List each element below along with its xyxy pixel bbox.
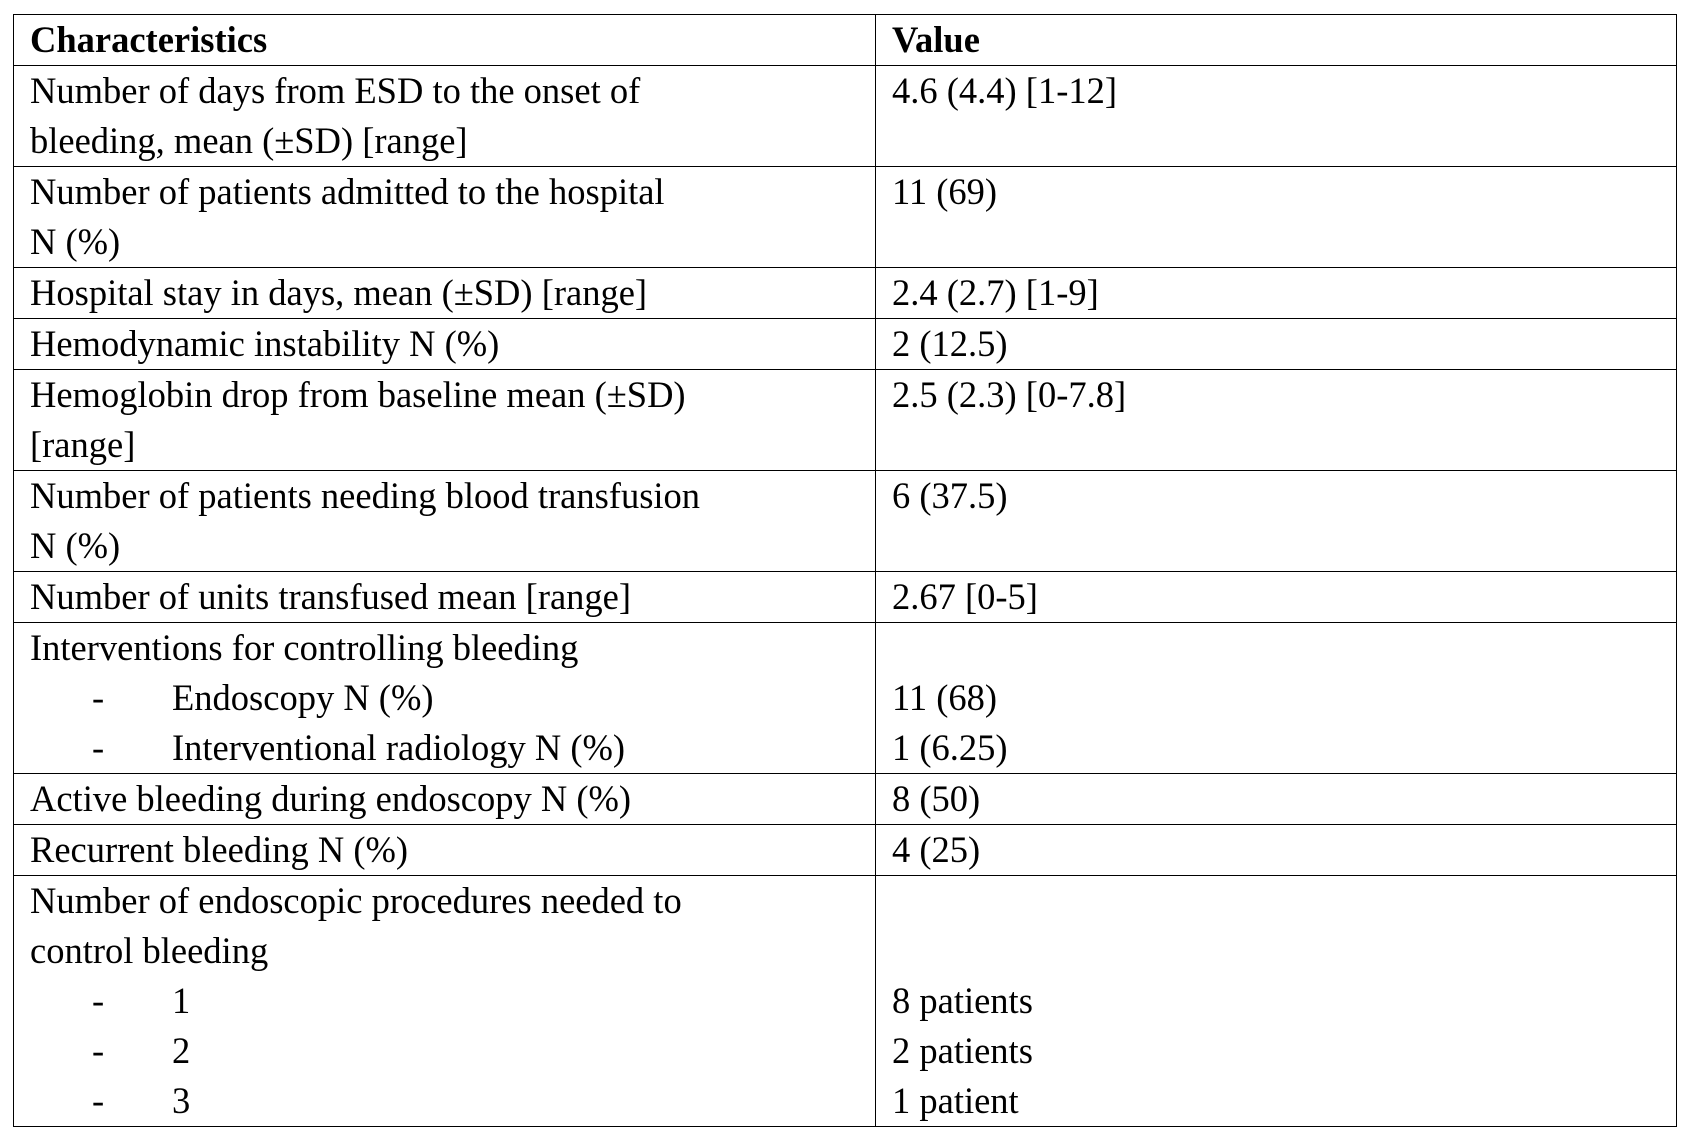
table-row	[14, 66, 1677, 167]
header-characteristics: Characteristics	[14, 15, 876, 66]
table-row	[14, 167, 1677, 268]
value-cell	[876, 66, 1677, 167]
value-text: 2.4 (2.7) [1-9]	[892, 272, 1099, 313]
value-spacer	[892, 876, 1676, 926]
value-cell	[876, 268, 1677, 319]
value-text: 2.67 [0-5]	[892, 576, 1038, 617]
characteristic-label: N (%)	[30, 221, 121, 262]
value-cell	[876, 623, 1677, 774]
sub-item-label: 2	[172, 1030, 191, 1071]
data-table	[13, 14, 1677, 1127]
characteristic-cell	[14, 572, 876, 623]
value-cell	[876, 572, 1677, 623]
sub-item	[30, 976, 875, 1026]
value-cell	[876, 825, 1677, 876]
characteristic-label: Active bleeding during endoscopy N (%)	[30, 778, 632, 819]
value-spacer	[892, 623, 1676, 673]
characteristic-label: Number of days from ESD to the onset of	[30, 70, 641, 111]
characteristic-cell	[14, 167, 876, 268]
sub-item	[30, 1076, 875, 1126]
sub-item	[30, 723, 875, 773]
characteristic-label: Number of patients needing blood transfusion	[30, 475, 701, 516]
sub-item-value: 2 patients	[892, 1030, 1033, 1071]
value-text: 4 (25)	[892, 829, 981, 870]
sub-item-bullet: -	[92, 1080, 105, 1121]
value-cell	[876, 319, 1677, 370]
characteristic-cell	[14, 471, 876, 572]
table-row	[14, 572, 1677, 623]
table-row	[14, 623, 1677, 774]
table-row	[14, 370, 1677, 471]
characteristic-label: Interventions for controlling bleeding	[30, 627, 579, 668]
sub-item	[30, 673, 875, 723]
value-text: 2 (12.5)	[892, 323, 1008, 364]
characteristic-label: Number of patients admitted to the hospital	[30, 171, 665, 212]
characteristic-label: Hemodynamic instability N (%)	[30, 323, 500, 364]
characteristic-label: control bleeding	[30, 930, 269, 971]
table-row	[14, 268, 1677, 319]
value-spacer	[892, 926, 1676, 976]
sub-item-value: 8 patients	[892, 980, 1033, 1021]
sub-item-value: 1 (6.25)	[892, 727, 1008, 768]
sub-item-bullet: -	[92, 980, 105, 1021]
characteristic-cell	[14, 623, 876, 774]
characteristic-cell	[14, 66, 876, 167]
sub-item-value: 11 (68)	[892, 677, 998, 718]
sub-item-label: 1	[172, 980, 191, 1021]
table-row	[14, 471, 1677, 572]
characteristic-cell	[14, 774, 876, 825]
value-text: 6 (37.5)	[892, 475, 1008, 516]
value-cell	[876, 370, 1677, 471]
characteristic-label: bleeding, mean (±SD) [range]	[30, 120, 468, 161]
value-cell	[876, 471, 1677, 572]
table-row	[14, 825, 1677, 876]
value-text: 4.6 (4.4) [1-12]	[892, 70, 1118, 111]
characteristic-label: Number of endoscopic procedures needed to	[30, 880, 682, 921]
table-row	[14, 319, 1677, 370]
header-value: Value	[876, 15, 1677, 66]
table-body	[14, 66, 1677, 1127]
characteristic-label: Recurrent bleeding N (%)	[30, 829, 409, 870]
sub-item-label: Interventional radiology N (%)	[172, 727, 626, 768]
value-cell	[876, 876, 1677, 1127]
value-text: 11 (69)	[892, 171, 998, 212]
characteristic-cell	[14, 370, 876, 471]
characteristic-label: Number of units transfused mean [range]	[30, 576, 632, 617]
characteristic-label: N (%)	[30, 525, 121, 566]
sub-item-bullet: -	[92, 727, 105, 768]
sub-item-bullet: -	[92, 1030, 105, 1071]
characteristic-cell	[14, 876, 876, 1127]
characteristic-label: [range]	[30, 424, 136, 465]
characteristic-cell	[14, 825, 876, 876]
characteristic-label: Hospital stay in days, mean (±SD) [range]	[30, 272, 648, 313]
bleeding-characteristics-table	[13, 14, 1676, 1127]
sub-item-value: 1 patient	[892, 1080, 1019, 1121]
sub-item	[30, 1026, 875, 1076]
characteristic-label: Hemoglobin drop from baseline mean (±SD)	[30, 374, 686, 415]
table-row	[14, 876, 1677, 1127]
header-row	[14, 15, 1677, 66]
value-text: 8 (50)	[892, 778, 981, 819]
value-cell	[876, 774, 1677, 825]
characteristic-cell	[14, 268, 876, 319]
sub-item-label: Endoscopy N (%)	[172, 677, 434, 718]
value-cell	[876, 167, 1677, 268]
table-row	[14, 774, 1677, 825]
value-text: 2.5 (2.3) [0-7.8]	[892, 374, 1127, 415]
sub-item-bullet: -	[92, 677, 105, 718]
sub-item-label: 3	[172, 1080, 191, 1121]
characteristic-cell	[14, 319, 876, 370]
